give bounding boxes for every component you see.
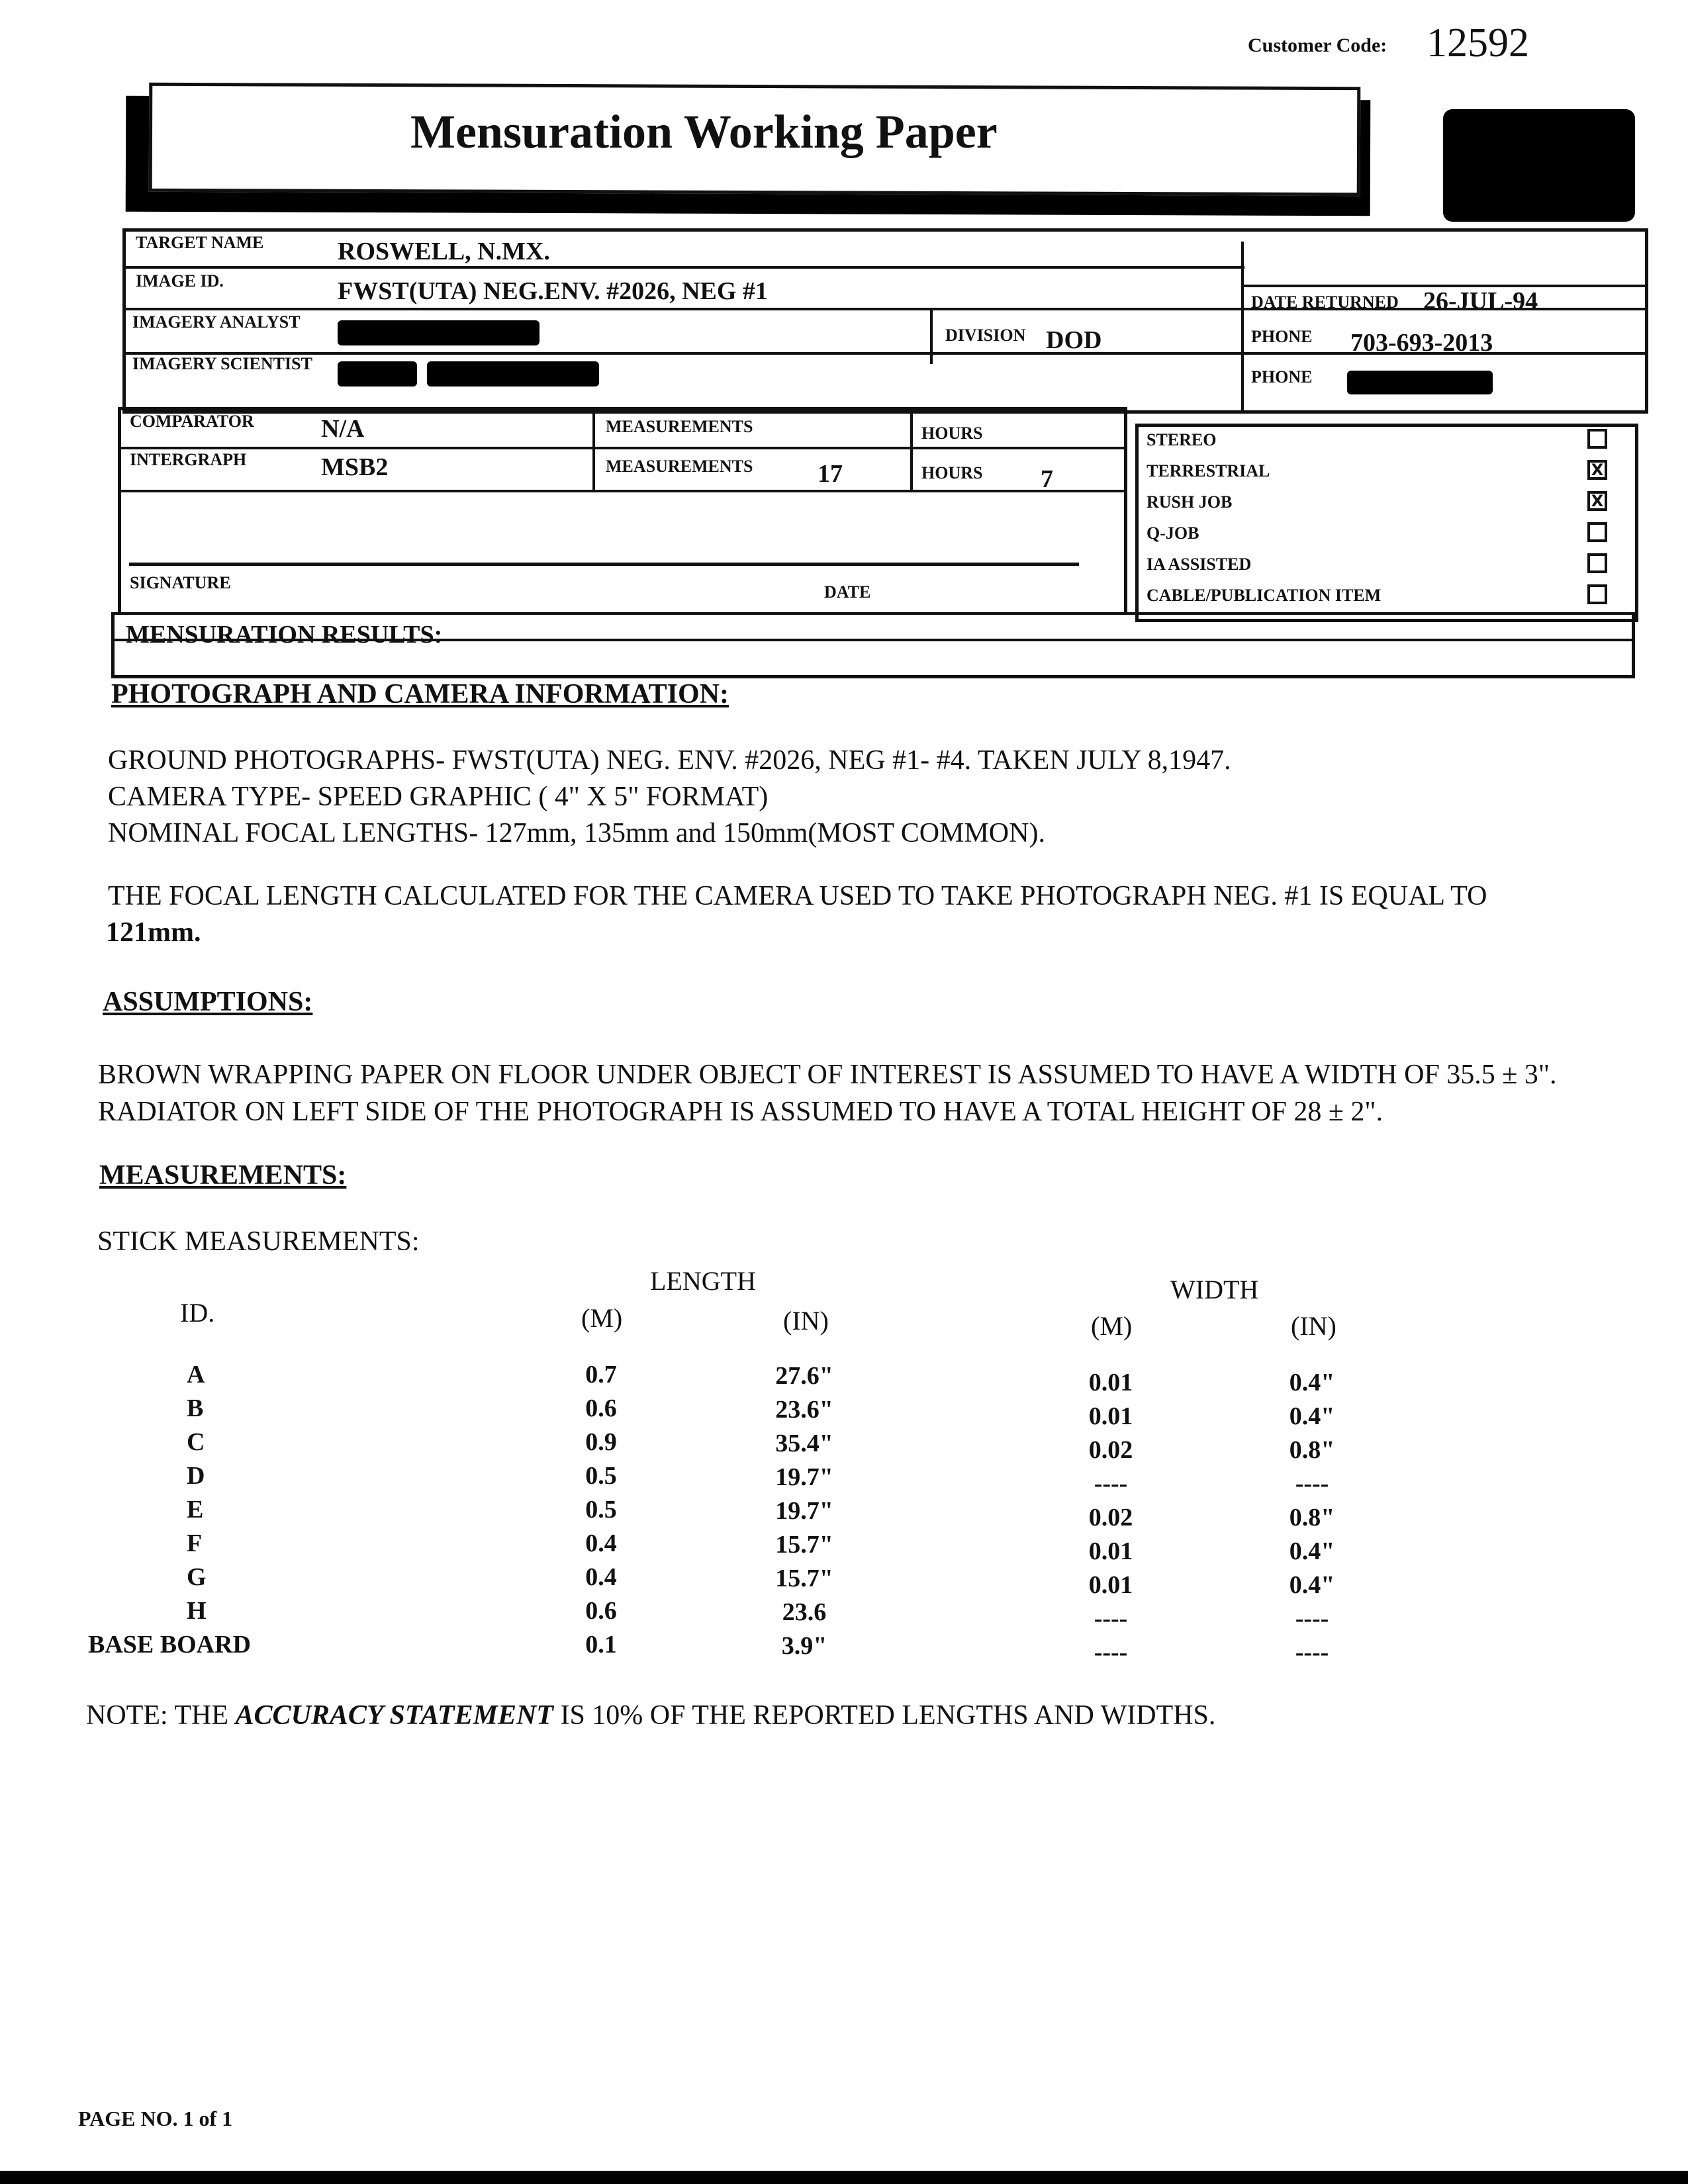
date-returned-label: DATE RETURNED xyxy=(1251,293,1399,312)
cell-wid-m: 0.02 xyxy=(1088,1436,1133,1464)
option-label-1: TERRESTRIAL xyxy=(1147,461,1270,480)
redacted-logo xyxy=(1443,109,1635,222)
redacted-phone2 xyxy=(1347,371,1493,394)
note-emphasis: ACCURACY STATEMENT xyxy=(235,1700,553,1731)
option-checkbox-3[interactable] xyxy=(1587,522,1607,542)
phone: 703-693-2013 xyxy=(1350,329,1493,357)
cell-wid-in: 0.4" xyxy=(1289,1369,1335,1396)
redacted-analyst xyxy=(338,320,539,345)
row-id: D xyxy=(187,1462,205,1490)
target-name: ROSWELL, N.MX. xyxy=(338,238,550,265)
cell-wid-in: ---- xyxy=(1295,1470,1329,1498)
cell-wid-m: 0.01 xyxy=(1088,1571,1133,1599)
row-id: G xyxy=(187,1563,207,1591)
phone2-label: PHONE xyxy=(1251,367,1313,387)
cell-len-in: 23.6" xyxy=(775,1396,833,1424)
row-id: BASE BOARD xyxy=(88,1631,251,1659)
bottom-edge xyxy=(0,2171,1688,2184)
photo-line-1: GROUND PHOTOGRAPHS- FWST(UTA) NEG. ENV. #2026, NEG #1- #4. TAKEN JULY 8,1947. xyxy=(108,745,1231,776)
option-checkbox-1[interactable]: X xyxy=(1587,460,1607,480)
cell-wid-m: ---- xyxy=(1094,1639,1128,1666)
cell-len-m: 0.5 xyxy=(585,1496,617,1524)
row-id: F xyxy=(187,1529,203,1557)
option-checkbox-0[interactable] xyxy=(1587,429,1607,449)
intergraph: MSB2 xyxy=(321,453,389,481)
signature-label: SIGNATURE xyxy=(130,573,231,592)
id-header: ID. xyxy=(180,1298,215,1328)
note-prefix: NOTE: THE xyxy=(86,1700,236,1731)
cell-wid-in: ---- xyxy=(1295,1605,1329,1633)
division: DOD xyxy=(1046,326,1102,354)
cell-len-in: 19.7" xyxy=(775,1497,833,1525)
cell-wid-in: 0.4" xyxy=(1289,1537,1335,1565)
length-m-header: (M) xyxy=(581,1303,623,1333)
division-label: DIVISION xyxy=(945,326,1026,345)
option-label-4: IA ASSISTED xyxy=(1147,555,1252,574)
cell-len-m: 0.1 xyxy=(585,1631,617,1659)
cell-len-in: 27.6" xyxy=(775,1362,833,1390)
cell-wid-m: 0.01 xyxy=(1088,1402,1133,1430)
page-title: Mensuration Working Paper xyxy=(410,105,998,158)
imagery-analyst-label: IMAGERY ANALYST xyxy=(132,312,301,332)
accuracy-note xyxy=(86,1700,1215,1731)
imagery-scientist-label: IMAGERY SCIENTIST xyxy=(132,354,312,373)
results-heading: MENSURATION RESULTS: xyxy=(126,621,443,649)
photo-line-3: NOMINAL FOCAL LENGTHS- 127mm, 135mm and 150mm(MOST COMMON). xyxy=(108,818,1045,848)
length-header: LENGTH xyxy=(650,1266,756,1296)
comparator-label: COMPARATOR xyxy=(130,412,254,431)
option-label-0: STEREO xyxy=(1147,430,1217,449)
option-checkbox-2[interactable]: X xyxy=(1587,491,1607,511)
cell-len-m: 0.9 xyxy=(585,1428,617,1456)
customer-code-label: Customer Code: xyxy=(1248,34,1387,56)
cell-len-in: 15.7" xyxy=(775,1565,833,1592)
row-id: H xyxy=(187,1597,207,1625)
cell-wid-m: 0.01 xyxy=(1088,1369,1133,1396)
option-checkbox-5[interactable] xyxy=(1587,584,1607,604)
intergraph-label: INTERGRAPH xyxy=(130,450,247,469)
cell-wid-m: 0.01 xyxy=(1088,1537,1133,1565)
option-checkbox-4[interactable] xyxy=(1587,553,1607,573)
cell-len-m: 0.6 xyxy=(585,1597,617,1625)
focal-line-2: 121mm. xyxy=(106,917,201,948)
cell-len-in: 35.4" xyxy=(775,1430,833,1457)
option-label-2: RUSH JOB xyxy=(1147,492,1233,512)
assume-line-1: BROWN WRAPPING PAPER ON FLOOR UNDER OBJECT OF INTEREST IS ASSUMED TO HAVE A WIDTH OF 35.5 ± 3". xyxy=(98,1060,1557,1090)
redacted-scientist-1 xyxy=(338,361,417,387)
cell-wid-in: 0.4" xyxy=(1289,1571,1335,1599)
stick-heading: STICK MEASUREMENTS: xyxy=(97,1226,420,1257)
hours: 7 xyxy=(1041,465,1053,493)
phone-label: PHONE xyxy=(1251,327,1313,346)
width-header: WIDTH xyxy=(1170,1275,1259,1304)
cell-len-in: 19.7" xyxy=(775,1463,833,1491)
row-id: B xyxy=(187,1394,204,1422)
row-id: C xyxy=(187,1428,205,1456)
assume-line-2: RADIATOR ON LEFT SIDE OF THE PHOTOGRAPH IS ASSUMED TO HAVE A TOTAL HEIGHT OF 28 ± 2". xyxy=(98,1097,1383,1127)
cell-wid-in: 0.4" xyxy=(1289,1402,1335,1430)
width-in-header: (IN) xyxy=(1291,1311,1336,1341)
signature-line xyxy=(129,563,1079,566)
cell-wid-m: ---- xyxy=(1094,1605,1128,1633)
cell-len-m: 0.6 xyxy=(585,1394,617,1422)
results-bar-mask xyxy=(115,615,1130,619)
target-name-label: TARGET NAME xyxy=(136,233,264,252)
cell-wid-in: 0.8" xyxy=(1289,1436,1335,1464)
row-id: E xyxy=(187,1496,204,1524)
date-label: DATE xyxy=(824,582,871,602)
measurements-label-1: MEASUREMENTS xyxy=(606,417,753,436)
assumptions-heading: ASSUMPTIONS: xyxy=(103,987,313,1017)
length-in-header: (IN) xyxy=(783,1306,829,1336)
redacted-scientist-2 xyxy=(427,361,599,387)
option-label-5: CABLE/PUBLICATION ITEM xyxy=(1147,586,1382,605)
hours-label-2: HOURS xyxy=(921,463,983,482)
cell-wid-m: 0.02 xyxy=(1088,1504,1133,1531)
cell-wid-in: 0.8" xyxy=(1289,1504,1335,1531)
note-suffix: IS 10% OF THE REPORTED LENGTHS AND WIDTHS. xyxy=(553,1700,1216,1731)
comparator: N/A xyxy=(321,415,365,443)
focal-line-1: THE FOCAL LENGTH CALCULATED FOR THE CAMERA USED TO TAKE PHOTOGRAPH NEG. #1 IS EQUAL TO xyxy=(108,881,1487,911)
width-m-header: (M) xyxy=(1091,1311,1133,1341)
cell-len-in: 15.7" xyxy=(775,1531,833,1559)
image-id: FWST(UTA) NEG.ENV. #2026, NEG #1 xyxy=(338,277,768,305)
hours-label-1: HOURS xyxy=(921,424,983,443)
row-id: A xyxy=(187,1361,205,1388)
cell-len-in: 23.6 xyxy=(782,1598,827,1626)
cell-wid-in: ---- xyxy=(1295,1639,1329,1666)
cell-wid-m: ---- xyxy=(1094,1470,1128,1498)
option-label-3: Q-JOB xyxy=(1147,523,1199,543)
cell-len-m: 0.4 xyxy=(585,1563,617,1591)
cell-len-m: 0.5 xyxy=(585,1462,617,1490)
measurements-heading: MEASUREMENTS: xyxy=(99,1160,347,1191)
photo-heading: PHOTOGRAPH AND CAMERA INFORMATION: xyxy=(111,679,729,709)
image-id-label: IMAGE ID. xyxy=(136,271,224,291)
measurements-label-2: MEASUREMENTS xyxy=(606,457,753,476)
measurements: 17 xyxy=(818,460,843,488)
page-number: PAGE NO. 1 of 1 xyxy=(78,2107,233,2130)
customer-code: 12592 xyxy=(1427,21,1529,66)
cell-len-m: 0.4 xyxy=(585,1529,617,1557)
cell-len-in: 3.9" xyxy=(781,1632,827,1660)
date-returned: 26-JUL-94 xyxy=(1423,287,1538,315)
cell-len-m: 0.7 xyxy=(585,1361,617,1388)
photo-line-2: CAMERA TYPE- SPEED GRAPHIC ( 4" X 5" FORMAT) xyxy=(108,782,769,812)
